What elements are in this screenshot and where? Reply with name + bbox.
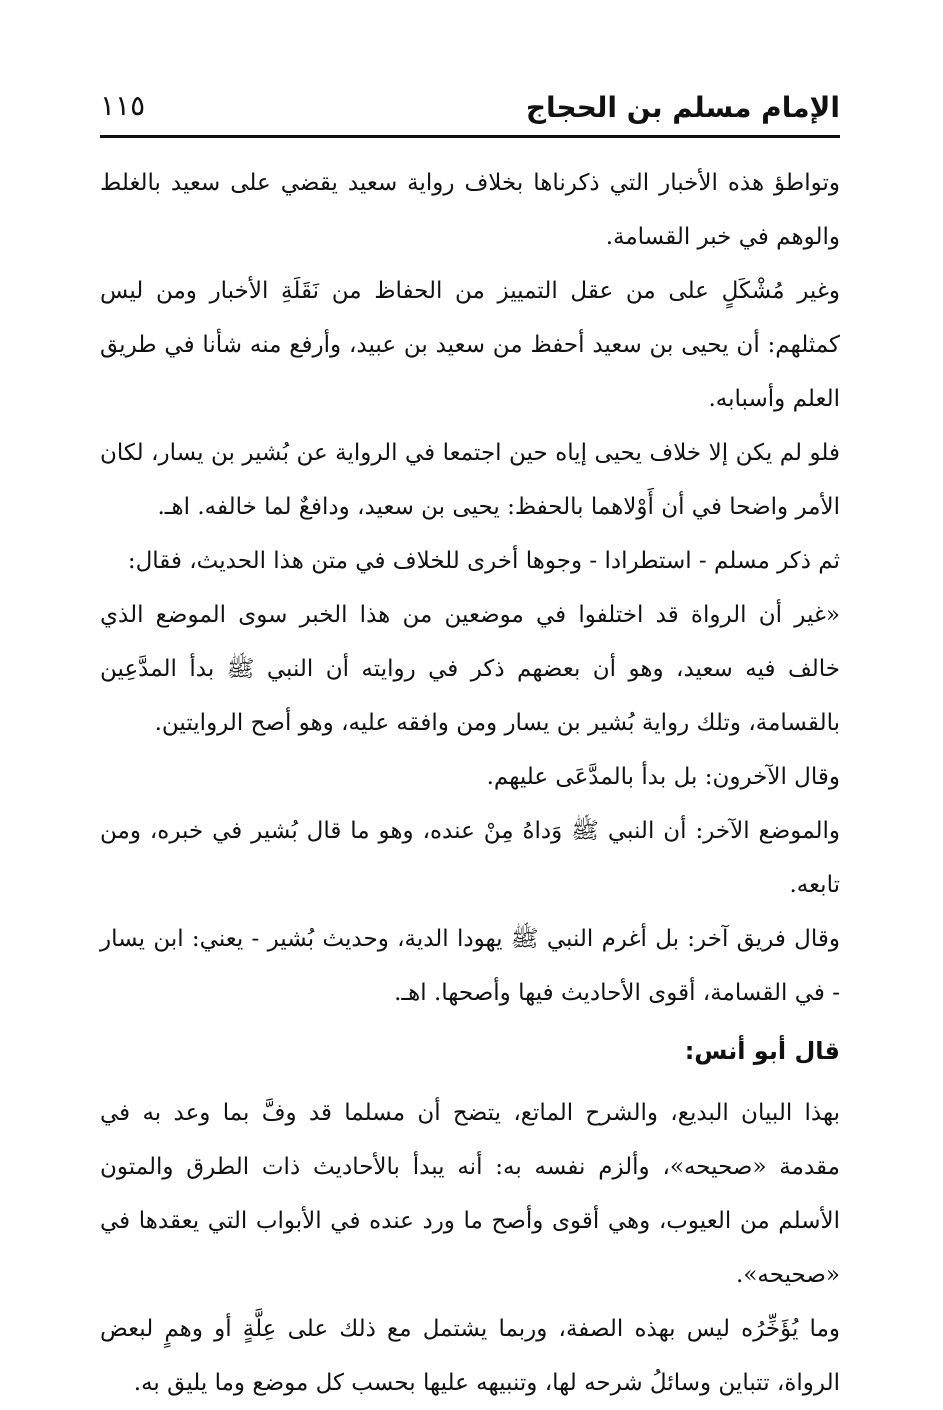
page-header (100, 82, 840, 138)
body-text (100, 156, 840, 1410)
paragraph: ثم ذكر مسلم - استطرادا - وجوها أخرى للخلاف في متن هذا الحديث، فقال: (127, 548, 840, 574)
paragraph: والموضع الآخر: أن النبي ﷺ وَداهُ مِنْ عنده، وهو ما قال بُشير في خبره، ومن تابعه. (100, 818, 840, 898)
running-title: الإمام مسلم بن الحجاج (525, 91, 840, 124)
section-heading: قال أبو أنس: (684, 1037, 840, 1065)
page-number: ١١٥ (100, 89, 146, 122)
paragraph: وغير مُشْكَلٍ على من عقل التمييز من الحفاظ من نَقَلَةِ الأخبار ومن ليس كمثلهم: أن يحيى بن سعيد أحفظ من سعيد بن عبيد، وأرفع منه شأنا في طريق العلم وأسبابه. (100, 278, 840, 412)
paragraph: وقال فريق آخر: بل أغرم النبي ﷺ يهودا الدية، وحديث بُشير - يعني: ابن يسار - في القسامة، أقوى الأحاديث فيها وأصحها. اهـ. (100, 926, 840, 1006)
header-rule (100, 135, 840, 138)
paragraph: بهذا البيان البديع، والشرح الماتع، يتضح أن مسلما قد وفَّ بما وعد به في مقدمة «صحيحه»، وألزم نفسه به: أنه يبدأ بالأحاديث ذات الطرق والمتون الأسلم من العيوب، وهي أقوى وأصح ما ورد عنده في الأبواب التي يعقدها في «صحيحه». (100, 1100, 840, 1288)
paragraph: وقال الآخرون: بل بدأ بالمدَّعَى عليهم. (486, 764, 840, 790)
paragraph: وتواطؤ هذه الأخبار التي ذكرناها بخلاف رواية سعيد يقضي على سعيد بالغلط والوهم في خبر القسامة. (100, 170, 840, 250)
quoted-paragraph: «غير أن الرواة قد اختلفوا في موضعين من هذا الخبر سوى الموضع الذي خالف فيه سعيد، وهو أن بعضهم ذكر في روايته أن النبي ﷺ بدأ المدَّعِين بالقسامة، وتلك رواية بُشير بن يسار ومن وافقه عليه، وهو أصح الروايتين. (100, 602, 840, 736)
paragraph: فلو لم يكن إلا خلاف يحيى إياه حين اجتمعا في الرواية عن بُشير بن يسار، لكان الأمر واضحا في أن أَوْلاهما بالحفظ: يحيى بن سعيد، ودافعٌ لما خالفه. اهـ. (100, 440, 841, 520)
paragraph: وما يُؤَخِّرُه ليس بهذه الصفة، وربما يشتمل مع ذلك على عِلَّةٍ أو وهمٍ لبعض الرواة، تتباين وسائلُ شرحه لها، وتنبيهه عليها بحسب كل موضع وما يليق به. (100, 1316, 840, 1396)
